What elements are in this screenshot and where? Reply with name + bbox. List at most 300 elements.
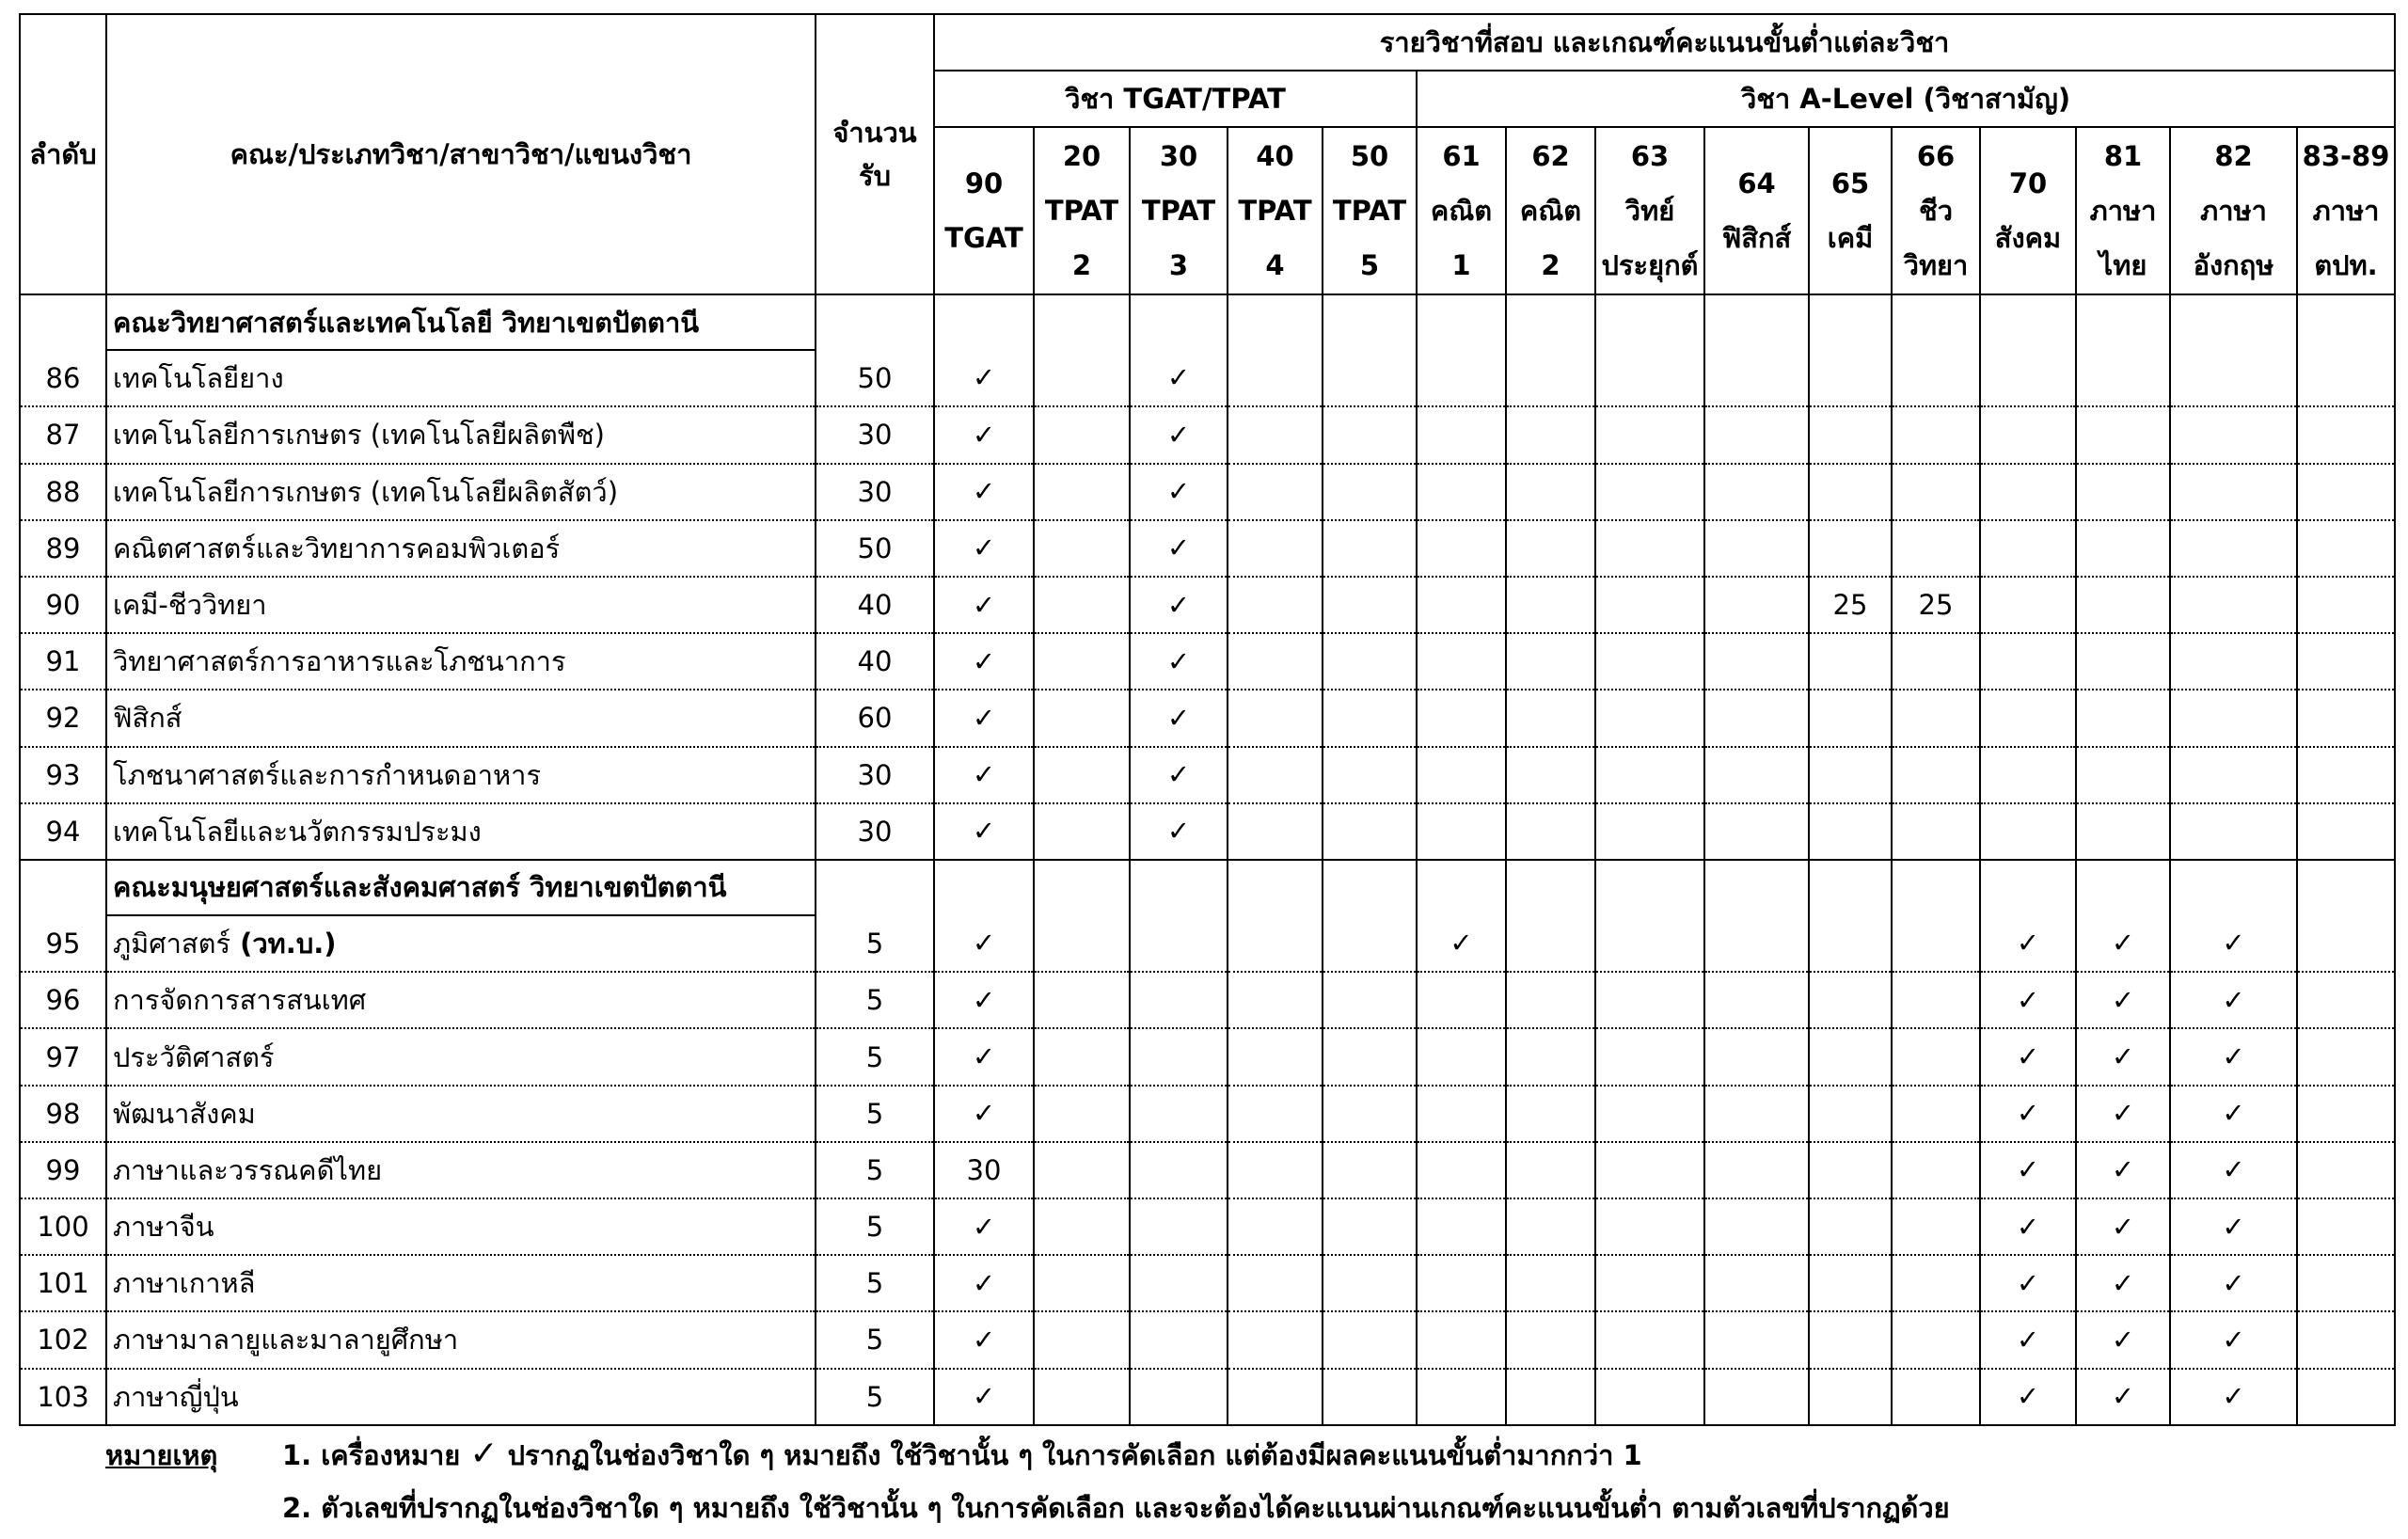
empty-cell: [1809, 972, 1892, 1028]
program-name-text: ภาษาเกาหลี: [113, 1267, 256, 1300]
empty-cell: [1506, 633, 1595, 690]
row-number: 100: [20, 1198, 106, 1255]
program-name-text: เทคโนโลยีการเกษตร (เทคโนโลยีผลิตสัตว์): [113, 475, 619, 508]
check-mark-icon: ✓: [2076, 1028, 2170, 1085]
faculty-empty-cell: [2170, 294, 2297, 350]
seat-count: 5: [816, 1311, 934, 1368]
header-subject-line: TPAT: [1332, 195, 1407, 227]
empty-cell: [1506, 972, 1595, 1028]
empty-cell: [1323, 1255, 1417, 1311]
check-mark-icon: ✓: [1980, 1255, 2076, 1311]
program-name-text: คณิตศาสตร์และวิทยาการคอมพิวเตอร์: [113, 532, 561, 564]
faculty-empty-cell: [934, 294, 1034, 350]
empty-cell: [1323, 747, 1417, 803]
row-number: 101: [20, 1255, 106, 1311]
seat-count: 30: [816, 747, 934, 803]
table-row: [20, 406, 2395, 463]
empty-cell: [1595, 1255, 1704, 1311]
header-subject-line: 63: [1630, 140, 1670, 172]
header-subject-line: เคมี: [1827, 222, 1874, 254]
seat-count: 30: [816, 464, 934, 520]
faculty-empty-cell: [2076, 860, 2170, 915]
empty-cell: [2170, 577, 2297, 633]
empty-cell: [2170, 747, 2297, 803]
header-subject-line: 3: [1168, 249, 1189, 281]
empty-cell: [2170, 350, 2297, 406]
empty-cell: [1228, 577, 1323, 633]
empty-cell: [1130, 1142, 1228, 1198]
empty-cell: [2297, 520, 2395, 577]
empty-cell: [1034, 747, 1130, 803]
empty-cell: [1417, 350, 1506, 406]
faculty-empty-cell: [1034, 294, 1130, 350]
header-seats-line2: รับ: [859, 160, 891, 192]
empty-cell: [1228, 1255, 1323, 1311]
empty-cell: [1704, 406, 1809, 463]
empty-cell: [1417, 520, 1506, 577]
seat-count: 5: [816, 915, 934, 972]
header-subject-line: สังคม: [1994, 222, 2062, 254]
empty-cell: [1980, 690, 2076, 746]
program-name: [106, 1255, 816, 1311]
header-subject-line: 82: [2214, 140, 2253, 172]
check-mark-icon: ✓: [1130, 633, 1228, 690]
header-subject-line: 2: [1071, 249, 1092, 281]
empty-cell: [1892, 1369, 1980, 1425]
empty-cell: [1130, 1311, 1228, 1368]
header-subject: [1034, 127, 1130, 294]
empty-cell: [1417, 577, 1506, 633]
header-subject: [2076, 127, 2170, 294]
table-row: [20, 350, 2395, 406]
empty-cell: [1809, 1198, 1892, 1255]
empty-cell: [1506, 1086, 1595, 1142]
empty-cell: [1506, 915, 1595, 972]
program-name-text: โภชนาศาสตร์และการกำหนดอาหาร: [113, 758, 542, 791]
faculty-empty-cell: [1704, 860, 1809, 915]
empty-cell: [1323, 577, 1417, 633]
empty-cell: [1130, 1198, 1228, 1255]
table-row: [20, 1142, 2395, 1198]
seat-count: 40: [816, 633, 934, 690]
program-name-text: วิทยาศาสตร์การอาหารและโภชนาการ: [113, 645, 566, 678]
empty-cell: [2076, 350, 2170, 406]
header-subject-line: คณิต: [1430, 195, 1493, 227]
check-mark-icon: ✓: [2170, 1142, 2297, 1198]
seat-count: 50: [816, 520, 934, 577]
empty-cell: [1417, 747, 1506, 803]
empty-cell: [1595, 1142, 1704, 1198]
empty-cell: [1323, 972, 1417, 1028]
empty-cell: [1892, 1198, 1980, 1255]
header-subject: [1323, 127, 1417, 294]
seat-count: 5: [816, 1142, 934, 1198]
empty-cell: [1704, 972, 1809, 1028]
header-subject-line: ฟิสิกส์: [1721, 222, 1792, 254]
empty-cell: [1595, 406, 1704, 463]
empty-cell: [1228, 1086, 1323, 1142]
empty-cell: [2297, 406, 2395, 463]
empty-cell: [1892, 633, 1980, 690]
faculty-empty-cell: [1323, 294, 1417, 350]
program-name-text: ภาษาจีน: [113, 1211, 214, 1244]
empty-cell: [1506, 803, 1595, 860]
seat-count: 5: [816, 1086, 934, 1142]
empty-cell: [1704, 1142, 1809, 1198]
faculty-empty-cell: [1595, 860, 1704, 915]
row-number: 94: [20, 803, 106, 860]
faculty-empty-cell: [1506, 294, 1595, 350]
empty-cell: [1704, 464, 1809, 520]
check-mark-icon: ✓: [2076, 1142, 2170, 1198]
header-subject: [1130, 127, 1228, 294]
empty-cell: [1809, 406, 1892, 463]
table-row: [20, 972, 2395, 1028]
note-2-text: 2. ตัวเลขที่ปรากฏในช่องวิชาใด ๆ หมายถึง ใช้วิชานั้น ๆ ในการคัดเลือก และจะต้องได้คะแนนผ่านเกณฑ์คะแนนขั้นต่ำ ตามตัวเลขที่ปรากฏด้วย: [282, 1492, 1950, 1524]
table-row: [20, 633, 2395, 690]
empty-cell: [1704, 747, 1809, 803]
empty-cell: [2297, 464, 2395, 520]
empty-cell: [1323, 915, 1417, 972]
empty-cell: [2297, 972, 2395, 1028]
empty-cell: [2297, 803, 2395, 860]
header-seats: [816, 14, 934, 294]
empty-cell: [1034, 915, 1130, 972]
check-mark-icon: ✓: [2076, 1255, 2170, 1311]
faculty-empty-cell: [1417, 860, 1506, 915]
seat-count: 5: [816, 1255, 934, 1311]
empty-cell: [1130, 915, 1228, 972]
check-mark-icon: ✓: [1130, 350, 1228, 406]
empty-cell: [1595, 1028, 1704, 1085]
program-name-text: ภาษาและวรรณคดีไทย: [113, 1153, 383, 1186]
empty-cell: [1980, 803, 2076, 860]
empty-cell: [1892, 406, 1980, 463]
check-mark-icon: ✓: [2170, 1028, 2297, 1085]
faculty-empty-cell: [20, 860, 106, 915]
empty-cell: [2076, 803, 2170, 860]
empty-cell: [1980, 747, 2076, 803]
empty-cell: [2170, 520, 2297, 577]
empty-cell: [1323, 633, 1417, 690]
empty-cell: [1228, 1198, 1323, 1255]
check-mark-icon: ✓: [934, 406, 1034, 463]
empty-cell: [1417, 633, 1506, 690]
check-mark-icon: ✓: [2076, 915, 2170, 972]
empty-cell: [1323, 464, 1417, 520]
header-subject-line: TPAT: [1238, 195, 1312, 227]
min-score: 30: [934, 1142, 1034, 1198]
header-subject-line: ภาษา: [2312, 195, 2380, 227]
empty-cell: [1980, 633, 2076, 690]
header-group-alevel: วิชา A-Level (วิชาสามัญ): [1417, 71, 2395, 127]
program-degree: (วท.บ.): [230, 928, 337, 960]
check-mark-icon: ✓: [934, 1028, 1034, 1085]
program-name-text: ภาษาญี่ปุ่น: [113, 1380, 239, 1413]
empty-cell: [1417, 1142, 1506, 1198]
check-mark-icon: ✓: [2076, 1311, 2170, 1368]
header-subject: [934, 127, 1034, 294]
faculty-empty-cell: [2297, 294, 2395, 350]
empty-cell: [1809, 1028, 1892, 1085]
row-number: 89: [20, 520, 106, 577]
empty-cell: [1595, 915, 1704, 972]
check-mark-icon: ✓: [1980, 915, 2076, 972]
check-mark-icon: ✓: [2076, 972, 2170, 1028]
header-subject: [1595, 127, 1704, 294]
row-number: 98: [20, 1086, 106, 1142]
faculty-empty-cell: [1892, 294, 1980, 350]
check-mark-icon: ✓: [2170, 972, 2297, 1028]
empty-cell: [1704, 1028, 1809, 1085]
row-number: 97: [20, 1028, 106, 1085]
header-subject-line: ภาษา: [2089, 195, 2157, 227]
seat-count: 5: [816, 972, 934, 1028]
table-row: [20, 915, 2395, 972]
note-2: [105, 1486, 2382, 1539]
program-name-text: การจัดการสารสนเทศ: [113, 984, 367, 1017]
program-name-text: เทคโนโลยียาง: [113, 362, 284, 395]
check-mark-icon: ✓: [1130, 803, 1228, 860]
admission-criteria-table: [19, 13, 2396, 1426]
check-mark-icon: ✓: [469, 1435, 499, 1473]
empty-cell: [1034, 690, 1130, 746]
seat-count: 5: [816, 1028, 934, 1085]
faculty-empty-cell: [1980, 294, 2076, 350]
check-mark-icon: ✓: [934, 915, 1034, 972]
header-subject: [1228, 127, 1323, 294]
empty-cell: [1228, 915, 1323, 972]
empty-cell: [1704, 1086, 1809, 1142]
empty-cell: [1506, 520, 1595, 577]
check-mark-icon: ✓: [2170, 1086, 2297, 1142]
empty-cell: [2297, 1369, 2395, 1425]
empty-cell: [2170, 406, 2297, 463]
header-subject-line: 5: [1359, 249, 1380, 281]
check-mark-icon: ✓: [934, 464, 1034, 520]
table-row: [20, 690, 2395, 746]
faculty-empty-cell: [1130, 294, 1228, 350]
empty-cell: [1595, 350, 1704, 406]
table-row: [20, 577, 2395, 633]
empty-cell: [1595, 1311, 1704, 1368]
empty-cell: [1595, 520, 1704, 577]
empty-cell: [1892, 1255, 1980, 1311]
header-subject-line: 70: [2008, 167, 2048, 199]
empty-cell: [1323, 1198, 1417, 1255]
check-mark-icon: ✓: [934, 350, 1034, 406]
empty-cell: [1506, 406, 1595, 463]
faculty-empty-cell: [1228, 294, 1323, 350]
empty-cell: [1595, 1086, 1704, 1142]
faculty-empty-cell: [816, 860, 934, 915]
empty-cell: [1034, 803, 1130, 860]
program-name: [106, 577, 816, 633]
empty-cell: [2297, 577, 2395, 633]
program-name-text: เทคโนโลยีการเกษตร (เทคโนโลยีผลิตพืช): [113, 419, 605, 452]
check-mark-icon: ✓: [2170, 1198, 2297, 1255]
empty-cell: [1980, 464, 2076, 520]
program-name-text: ภาษามาลายูและมาลายูศึกษา: [113, 1324, 459, 1357]
empty-cell: [1809, 915, 1892, 972]
program-name: [106, 350, 816, 406]
program-name: [106, 520, 816, 577]
empty-cell: [1809, 464, 1892, 520]
empty-cell: [1417, 1311, 1506, 1368]
check-mark-icon: ✓: [1130, 690, 1228, 746]
header-subject-line: 40: [1256, 140, 1294, 172]
faculty-row: [20, 294, 2395, 350]
empty-cell: [1228, 1369, 1323, 1425]
row-number: 102: [20, 1311, 106, 1368]
empty-cell: [2297, 747, 2395, 803]
empty-cell: [1892, 1086, 1980, 1142]
check-mark-icon: ✓: [934, 1086, 1034, 1142]
program-name: [106, 1142, 816, 1198]
program-name-text: ฟิสิกส์: [113, 702, 182, 735]
empty-cell: [1034, 1086, 1130, 1142]
empty-cell: [1323, 520, 1417, 577]
header-subject-line: อังกฤษ: [2193, 249, 2274, 281]
empty-cell: [1323, 1142, 1417, 1198]
header-subject-line: ภาษา: [2200, 195, 2267, 227]
header-subject-line: 61: [1442, 140, 1481, 172]
faculty-empty-cell: [816, 294, 934, 350]
table-row: [20, 1369, 2395, 1425]
empty-cell: [1704, 577, 1809, 633]
empty-cell: [1034, 406, 1130, 463]
empty-cell: [1892, 915, 1980, 972]
empty-cell: [2170, 633, 2297, 690]
header-subject-line: 2: [1541, 249, 1560, 281]
empty-cell: [1809, 1255, 1892, 1311]
empty-cell: [1506, 464, 1595, 520]
empty-cell: [1506, 1369, 1595, 1425]
empty-cell: [2076, 747, 2170, 803]
empty-cell: [1228, 520, 1323, 577]
seat-count: 50: [816, 350, 934, 406]
faculty-empty-cell: [1704, 294, 1809, 350]
empty-cell: [1130, 1028, 1228, 1085]
empty-cell: [1417, 1198, 1506, 1255]
check-mark-icon: ✓: [934, 1198, 1034, 1255]
empty-cell: [1323, 1086, 1417, 1142]
header-subject-line: 20: [1062, 140, 1101, 172]
header-subject: [1704, 127, 1809, 294]
check-mark-icon: ✓: [1980, 1311, 2076, 1368]
empty-cell: [1809, 1086, 1892, 1142]
seat-count: 5: [816, 1369, 934, 1425]
header-subject-line: ชีว: [1919, 195, 1953, 227]
empty-cell: [1417, 406, 1506, 463]
check-mark-icon: ✓: [2076, 1086, 2170, 1142]
empty-cell: [1809, 803, 1892, 860]
empty-cell: [1417, 1028, 1506, 1085]
empty-cell: [1892, 747, 1980, 803]
header-program: คณะ/ประเภทวิชา/สาขาวิชา/แขนงวิชา: [106, 14, 816, 294]
row-number: 93: [20, 747, 106, 803]
check-mark-icon: ✓: [1130, 520, 1228, 577]
check-mark-icon: ✓: [934, 577, 1034, 633]
header-subject-line: TGAT: [944, 222, 1023, 254]
empty-cell: [2297, 1142, 2395, 1198]
empty-cell: [1892, 1028, 1980, 1085]
seat-count: 40: [816, 577, 934, 633]
empty-cell: [1417, 1086, 1506, 1142]
header-subject: [2297, 127, 2395, 294]
empty-cell: [1809, 520, 1892, 577]
empty-cell: [1323, 1311, 1417, 1368]
faculty-row: [20, 860, 2395, 915]
table-row: [20, 464, 2395, 520]
empty-cell: [1228, 464, 1323, 520]
empty-cell: [1506, 1142, 1595, 1198]
empty-cell: [1417, 1255, 1506, 1311]
empty-cell: [2297, 915, 2395, 972]
program-name-text: พัฒนาสังคม: [113, 1097, 256, 1130]
check-mark-icon: ✓: [934, 803, 1034, 860]
empty-cell: [1892, 690, 1980, 746]
row-number: 87: [20, 406, 106, 463]
empty-cell: [1506, 1255, 1595, 1311]
empty-cell: [2297, 1086, 2395, 1142]
header-subject-line: ตปท.: [2314, 249, 2378, 281]
header-subject-line: 30: [1159, 140, 1198, 172]
empty-cell: [1892, 350, 1980, 406]
empty-cell: [1704, 520, 1809, 577]
program-name: [106, 690, 816, 746]
empty-cell: [1034, 1198, 1130, 1255]
empty-cell: [1506, 747, 1595, 803]
faculty-empty-cell: [1506, 860, 1595, 915]
empty-cell: [1892, 972, 1980, 1028]
empty-cell: [1130, 972, 1228, 1028]
empty-cell: [1417, 1369, 1506, 1425]
empty-cell: [1892, 803, 1980, 860]
header-subject-line: ไทย: [2099, 249, 2147, 281]
empty-cell: [1034, 972, 1130, 1028]
check-mark-icon: ✓: [2170, 1369, 2297, 1425]
row-number: 95: [20, 915, 106, 972]
check-mark-icon: ✓: [934, 1369, 1034, 1425]
empty-cell: [1595, 803, 1704, 860]
empty-cell: [1595, 1198, 1704, 1255]
program-name-text: เคมี-ชีววิทยา: [113, 589, 267, 622]
program-name: [106, 1028, 816, 1085]
program-name: [106, 464, 816, 520]
empty-cell: [2170, 690, 2297, 746]
empty-cell: [1892, 464, 1980, 520]
empty-cell: [1980, 520, 2076, 577]
seat-count: 30: [816, 803, 934, 860]
check-mark-icon: ✓: [1130, 747, 1228, 803]
table-row: [20, 1086, 2395, 1142]
check-mark-icon: ✓: [1980, 972, 2076, 1028]
check-mark-icon: ✓: [2076, 1198, 2170, 1255]
empty-cell: [1595, 577, 1704, 633]
header-subject: [1809, 127, 1892, 294]
row-number: 88: [20, 464, 106, 520]
empty-cell: [1809, 350, 1892, 406]
check-mark-icon: ✓: [1980, 1142, 2076, 1198]
faculty-name: คณะมนุษยศาสตร์และสังคมศาสตร์ วิทยาเขตปัตตานี: [106, 860, 816, 915]
empty-cell: [2297, 690, 2395, 746]
empty-cell: [1034, 520, 1130, 577]
min-score: 25: [1809, 577, 1892, 633]
row-number: 103: [20, 1369, 106, 1425]
program-name: [106, 633, 816, 690]
empty-cell: [1704, 1311, 1809, 1368]
